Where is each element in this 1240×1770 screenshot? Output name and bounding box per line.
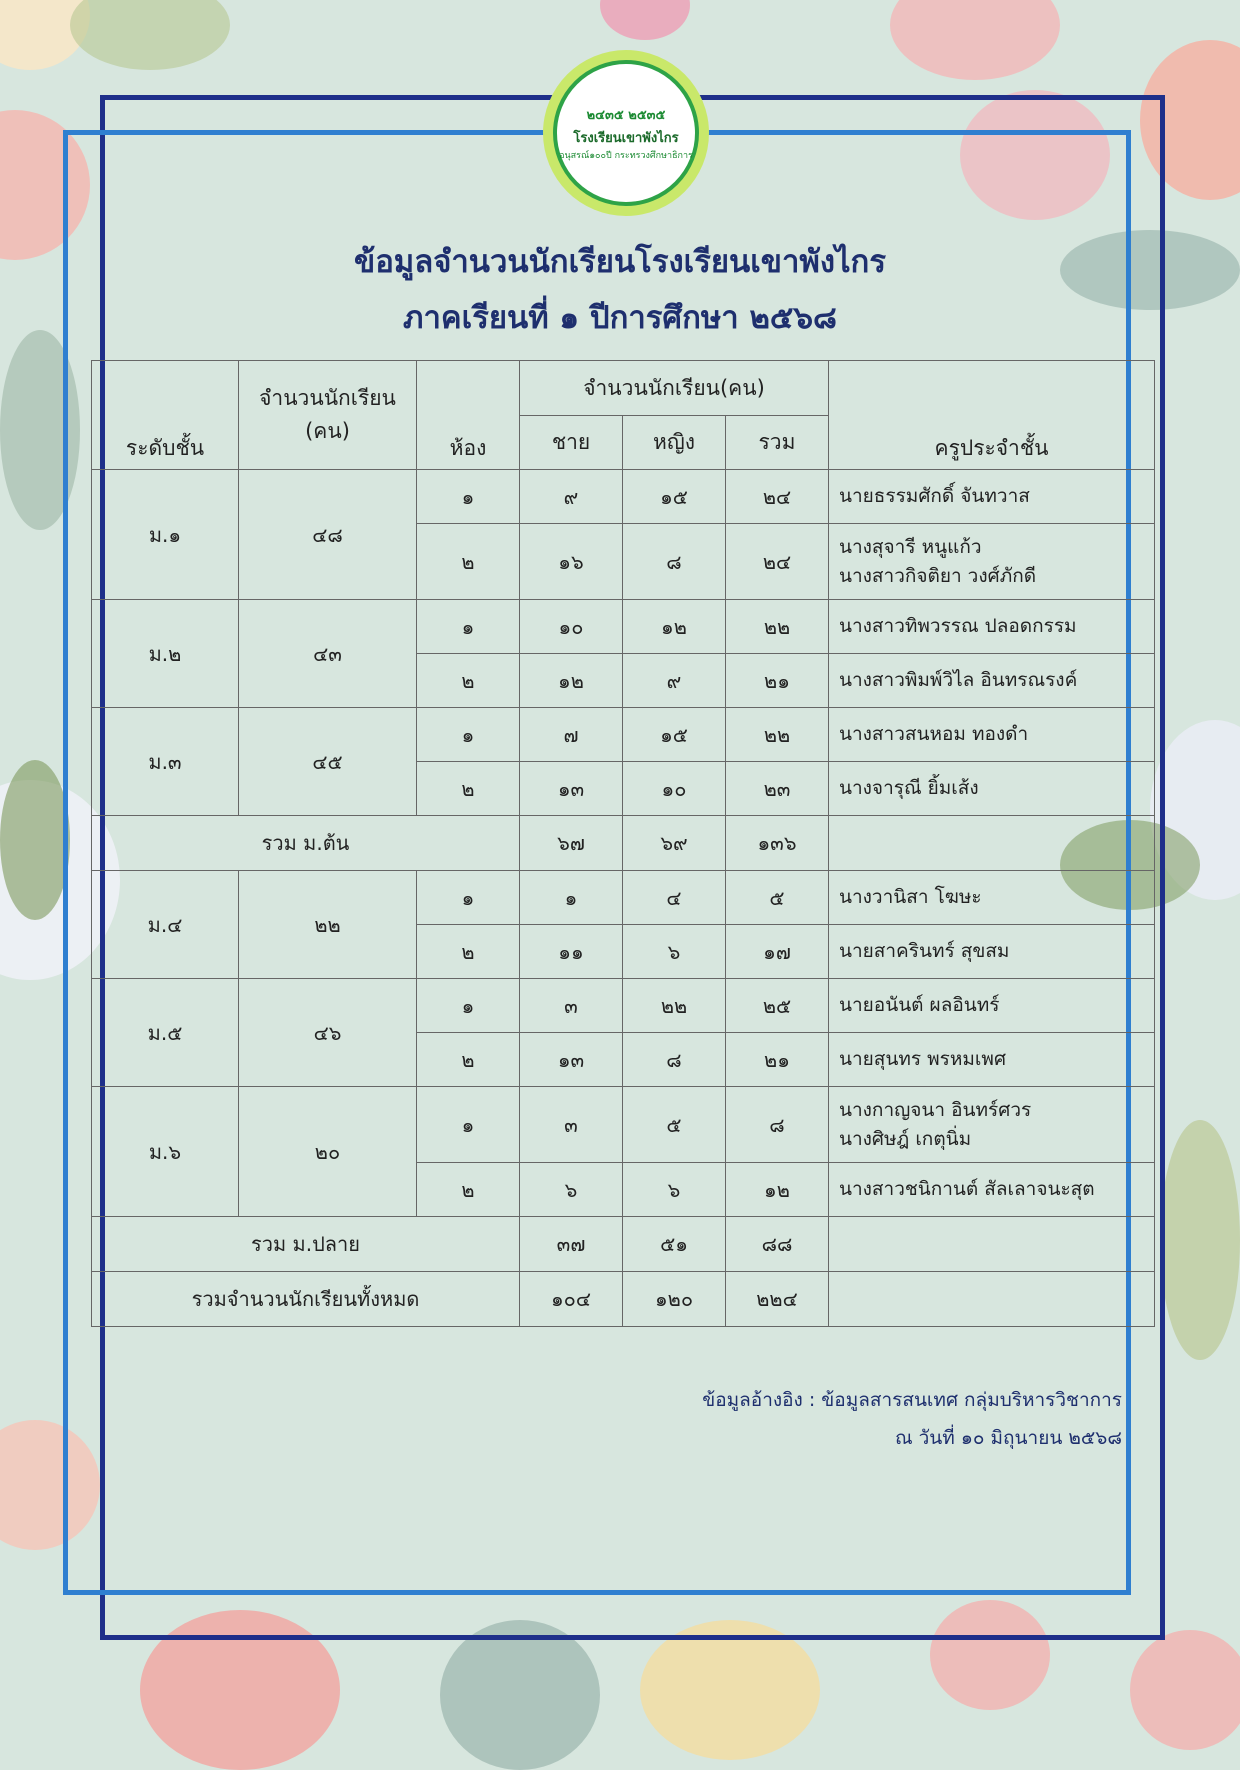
header-students-group: จำนวนนักเรียน(คน) xyxy=(520,361,829,416)
flower-decoration xyxy=(600,0,690,40)
table-body xyxy=(92,470,1155,1327)
teacher-name: นางสุจารี หนูแก้ว xyxy=(839,536,982,558)
subtotal-row xyxy=(92,816,1155,871)
flower-decoration xyxy=(640,1620,820,1760)
female-cell: ๑๕ xyxy=(623,708,726,762)
male-cell: ๑ xyxy=(520,871,623,925)
teacher-cell xyxy=(829,654,1155,708)
teacher-name: นางศิษฎ์ เกตุนิ่ม xyxy=(839,1127,972,1150)
teacher-name: นางสาวพิมพ์วิไล อินทรณรงค์ xyxy=(839,669,1078,692)
teacher-name: นางสาวกิจติยา วงศ์ภักดี xyxy=(839,564,1037,587)
female-cell: ๔ xyxy=(623,871,726,925)
room-cell: ๒ xyxy=(417,654,520,708)
teacher-cell xyxy=(829,1087,1155,1163)
male-cell: ๗ xyxy=(520,708,623,762)
logo-subtitle: อนุสรณ์๑๐๐ปี กระทรวงศึกษาธิการ xyxy=(559,151,693,161)
room-cell: ๑ xyxy=(417,871,520,925)
level-cell: ม.๔ xyxy=(92,871,239,979)
leaf-decoration xyxy=(1160,1120,1240,1360)
total-cell: ๒๒ xyxy=(726,708,829,762)
header-count: จำนวนนักเรียน (คน) xyxy=(239,361,417,470)
teacher-cell xyxy=(829,925,1155,979)
teacher-name: นางวานิสา โฆษะ xyxy=(839,886,982,909)
teacher-cell xyxy=(829,600,1155,654)
male-cell: ๑๓ xyxy=(520,1033,623,1087)
total-cell: ๑๒ xyxy=(726,1163,829,1217)
room-cell: ๑ xyxy=(417,979,520,1033)
room-cell: ๒ xyxy=(417,762,520,816)
teacher-cell xyxy=(829,762,1155,816)
teacher-name: นางสาวสนหอม ทองดำ xyxy=(839,723,1029,746)
level-count-cell: ๒๐ xyxy=(239,1087,417,1217)
teacher-cell xyxy=(829,524,1155,600)
level-cell: ม.๕ xyxy=(92,979,239,1087)
student-count-table xyxy=(91,360,1155,1327)
male-cell: ๑๒ xyxy=(520,654,623,708)
flower-decoration xyxy=(1130,1630,1240,1750)
level-cell: ม.๖ xyxy=(92,1087,239,1217)
total-female: ๖๙ xyxy=(623,816,726,871)
teacher-name: นายอนันต์ ผลอินทร์ xyxy=(839,994,1000,1017)
level-count-cell: ๔๓ xyxy=(239,600,417,708)
footer-reference: ข้อมูลอ้างอิง : ข้อมูลสารสนเทศ กลุ่มบริหารวิชาการ xyxy=(702,1389,1122,1411)
table-row xyxy=(92,871,1155,925)
level-count-cell: ๔๕ xyxy=(239,708,417,816)
leaf-decoration xyxy=(440,1620,600,1770)
room-cell: ๑ xyxy=(417,600,520,654)
empty-teacher-cell xyxy=(829,1217,1155,1272)
table-row xyxy=(92,470,1155,524)
teacher-cell xyxy=(829,871,1155,925)
total-cell: ๘ xyxy=(726,1087,829,1163)
room-cell: ๑ xyxy=(417,1087,520,1163)
total-sum: ๒๒๔ xyxy=(726,1272,829,1327)
total-cell: ๕ xyxy=(726,871,829,925)
female-cell: ๑๒ xyxy=(623,600,726,654)
female-cell: ๒๒ xyxy=(623,979,726,1033)
room-cell: ๒ xyxy=(417,1163,520,1217)
total-male: ๑๐๔ xyxy=(520,1272,623,1327)
total-female: ๕๑ xyxy=(623,1217,726,1272)
level-cell: ม.๒ xyxy=(92,600,239,708)
table-row xyxy=(92,979,1155,1033)
page-subtitle: ภาคเรียนที่ ๑ ปีการศึกษา ๒๕๖๘ xyxy=(403,300,837,336)
female-cell: ๘ xyxy=(623,1033,726,1087)
total-label: รวม ม.ปลาย xyxy=(92,1217,520,1272)
header-teacher: ครูประจำชั้น xyxy=(829,361,1155,470)
total-cell: ๒๕ xyxy=(726,979,829,1033)
male-cell: ๙ xyxy=(520,470,623,524)
male-cell: ๓ xyxy=(520,979,623,1033)
level-count-cell: ๔๘ xyxy=(239,470,417,600)
room-cell: ๒ xyxy=(417,1033,520,1087)
teacher-name: นางสาวชนิกานต์ สัลเลาจนะสุต xyxy=(839,1178,1095,1201)
teacher-cell xyxy=(829,1033,1155,1087)
school-logo xyxy=(543,50,709,216)
female-cell: ๑๐ xyxy=(623,762,726,816)
level-count-cell: ๔๖ xyxy=(239,979,417,1087)
female-cell: ๘ xyxy=(623,524,726,600)
female-cell: ๖ xyxy=(623,1163,726,1217)
female-cell: ๑๕ xyxy=(623,470,726,524)
male-cell: ๓ xyxy=(520,1087,623,1163)
level-cell: ม.๑ xyxy=(92,470,239,600)
header-male: ชาย xyxy=(520,416,623,470)
female-cell: ๙ xyxy=(623,654,726,708)
header-female: หญิง xyxy=(623,416,726,470)
teacher-cell xyxy=(829,979,1155,1033)
male-cell: ๖ xyxy=(520,1163,623,1217)
header-room: ห้อง xyxy=(417,361,520,470)
total-cell: ๑๗ xyxy=(726,925,829,979)
header-level: ระดับชั้น xyxy=(92,361,239,470)
teacher-name: นางจารุณี ยิ้มเส้ง xyxy=(839,777,979,800)
room-cell: ๑ xyxy=(417,470,520,524)
total-cell: ๒๒ xyxy=(726,600,829,654)
total-male: ๓๗ xyxy=(520,1217,623,1272)
male-cell: ๑๓ xyxy=(520,762,623,816)
male-cell: ๑๖ xyxy=(520,524,623,600)
room-cell: ๒ xyxy=(417,524,520,600)
empty-teacher-cell xyxy=(829,816,1155,871)
table-row xyxy=(92,600,1155,654)
logo-years: ๒๔๓๕ ๒๕๓๕ xyxy=(586,108,666,123)
total-cell: ๒๔ xyxy=(726,524,829,600)
empty-teacher-cell xyxy=(829,1272,1155,1327)
table-row xyxy=(92,708,1155,762)
female-cell: ๕ xyxy=(623,1087,726,1163)
total-cell: ๒๑ xyxy=(726,1033,829,1087)
leaf-decoration xyxy=(0,760,70,920)
male-cell: ๑๑ xyxy=(520,925,623,979)
flower-decoration xyxy=(890,0,1060,80)
room-cell: ๒ xyxy=(417,925,520,979)
subtotal-row xyxy=(92,1217,1155,1272)
total-cell: ๒๔ xyxy=(726,470,829,524)
footer-date: ณ วันที่ ๑๐ มิถุนายน ๒๕๖๘ xyxy=(894,1427,1122,1449)
room-cell: ๑ xyxy=(417,708,520,762)
teacher-cell xyxy=(829,470,1155,524)
teacher-name: นายสาครินทร์ สุขสม xyxy=(839,940,1010,963)
total-cell: ๒๑ xyxy=(726,654,829,708)
leaf-decoration xyxy=(70,0,230,70)
teacher-cell xyxy=(829,708,1155,762)
teacher-name: นางสาวทิพวรรณ ปลอดกรรม xyxy=(839,615,1077,638)
total-female: ๑๒๐ xyxy=(623,1272,726,1327)
total-sum: ๘๘ xyxy=(726,1217,829,1272)
teacher-name: นายธรรมศักดิ์ จันทวาส xyxy=(839,485,1030,508)
level-count-cell: ๒๒ xyxy=(239,871,417,979)
total-male: ๖๗ xyxy=(520,816,623,871)
header-total: รวม xyxy=(726,416,829,470)
teacher-cell xyxy=(829,1163,1155,1217)
grand-total-row xyxy=(92,1272,1155,1327)
table-row xyxy=(92,1087,1155,1163)
female-cell: ๖ xyxy=(623,925,726,979)
male-cell: ๑๐ xyxy=(520,600,623,654)
teacher-name: นายสุนทร พรหมเพศ xyxy=(839,1048,1007,1071)
total-cell: ๒๓ xyxy=(726,762,829,816)
total-label: รวมจำนวนนักเรียนทั้งหมด xyxy=(92,1272,520,1327)
logo-school-name: โรงเรียนเขาพังไกร xyxy=(573,131,679,146)
total-label: รวม ม.ต้น xyxy=(92,816,520,871)
total-sum: ๑๓๖ xyxy=(726,816,829,871)
level-cell: ม.๓ xyxy=(92,708,239,816)
page-title: ข้อมูลจำนวนนักเรียนโรงเรียนเขาพังไกร xyxy=(354,244,886,280)
teacher-name: นางกาญจนา อินทร์ศวร xyxy=(839,1099,1032,1121)
